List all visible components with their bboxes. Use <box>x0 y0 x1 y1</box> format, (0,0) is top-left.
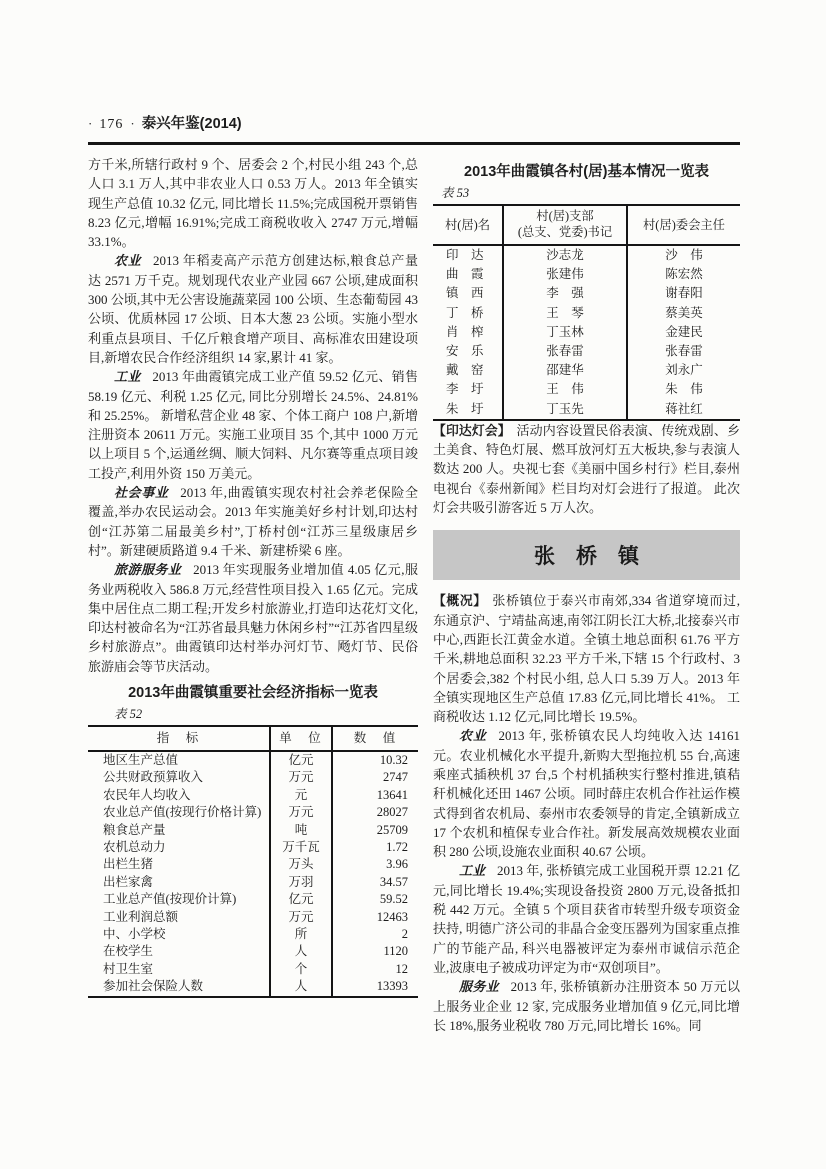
secretary-cell: 王 琴 <box>503 304 627 323</box>
secretary-cell: 张春雷 <box>503 342 627 361</box>
director-cell: 陈宏然 <box>627 265 740 284</box>
indicator-cell: 农业总产值(按现行价格计算) <box>103 805 262 820</box>
paragraph-text: 2013 年, 张桥镇完成工业国税开票 12.21 亿元,同比增长 19.4%;实现设备投资 2800 万元,设备抵扣税 442 万元。全镇 5 个项目获省市转型升级专项资金扶持, 明德广济公司的非晶合金变压器列为国家重点推广的节能产品, 科兴电器被评定为泰州市诚信示范企业,波康电子被成功评定为市“双创项目”。 <box>433 863 740 975</box>
column-header-value: 数 值 <box>332 726 418 751</box>
director-cell: 刘永广 <box>627 361 740 380</box>
paragraph-industry <box>88 367 418 483</box>
secretary-cell: 王 伟 <box>503 380 627 399</box>
village-cell: 曲 霞 <box>446 267 484 282</box>
table-row <box>433 342 740 361</box>
table-row <box>433 284 740 303</box>
village-cell: 朱 圩 <box>446 401 484 416</box>
entry-text: 张桥镇位于泰兴市南郊,334 省道穿境而过,东通京沪、宁靖盐高速,南邻江阴长江大桥,北接泰兴市中心,西距长江黄金水道。全镇土地总面积 61.76 平方千米,耕地总面积 32.23 平方千米,下辖 15 个行政村、3 个居委会,382 个村民小组, 总人口 5.39 万人。2013 年全镇实现地区生产总值 17.83 亿元,同比增长 41%。 工商税收达 1.12 亿元,同比增长 19.5%。 <box>433 593 740 725</box>
table-row <box>88 787 418 804</box>
paragraph-label: 社会事业 <box>114 485 169 501</box>
village-cell: 印 达 <box>446 248 484 262</box>
table-row <box>88 874 418 891</box>
table-row <box>88 891 418 908</box>
table-row <box>88 943 418 960</box>
table-row <box>88 769 418 786</box>
value-cell: 1.72 <box>332 839 418 856</box>
paragraph-label: 农业 <box>459 728 487 744</box>
unit-cell: 万元 <box>270 909 332 926</box>
paragraph-text: 2013 年, 张桥镇农民人均纯收入达 14161 元。农业机械化水平提升,新购大型拖拉机 55 台,高速乘座式插秧机 37 台,5 个村机插秧实行整村推进,镇秸秆机械化还田 1467 公顷。同时薛庄农机合作社运作模式得到省农机局、泰州市农委领导的肯定,全镇新成立 17 个农机和植保专业合作社。新发展高效规模农业面积 280 公顷,设施农业面积 40.67 公顷。 <box>433 728 740 860</box>
director-cell: 谢春阳 <box>627 284 740 303</box>
page-content <box>88 112 740 1035</box>
indicator-cell: 在校学生 <box>103 944 154 959</box>
value-cell: 25709 <box>332 822 418 839</box>
unit-cell: 所 <box>270 926 332 943</box>
value-cell: 13393 <box>332 978 418 996</box>
column-header-village-name: 村(居)名 <box>433 205 503 245</box>
secretary-cell: 邵建华 <box>503 361 627 380</box>
director-cell: 蔡美英 <box>627 304 740 323</box>
value-cell: 12463 <box>332 909 418 926</box>
left-column <box>88 155 418 1035</box>
indicator-cell: 农机总动力 <box>103 840 166 855</box>
header-dot: · <box>130 116 135 131</box>
paragraph-agriculture <box>433 726 740 861</box>
paragraph-industry <box>433 861 740 977</box>
paragraph-text: 2013 年,曲霞镇实现农村社会养老保险全覆盖,举办农民运动会。2013 年实施美好乡村计划,印达村创“江苏第二届最美乡村”,丁桥村创“江苏三星级康居乡村”。新建硬质路道 9.4 千米、新建桥梁 6 座。 <box>88 485 418 558</box>
table-header-row <box>433 205 740 245</box>
value-cell: 34.57 <box>332 874 418 891</box>
value-cell: 1120 <box>332 943 418 960</box>
table52-caption: 表 52 <box>114 707 143 722</box>
entry-label: 【印达灯会】 <box>433 422 511 438</box>
unit-cell: 亿元 <box>270 891 332 908</box>
table-row <box>433 304 740 323</box>
table-row <box>88 978 418 996</box>
table-row <box>433 323 740 342</box>
paragraph-text: 2013 年实现服务业增加值 4.05 亿元,服务业两税收入 586.8 万元,经营性项目投入 1.65 亿元。完成集中居住点二期工程;开发乡村旅游业,打造印达花灯文化,印达村被命名为“江苏省最具魅力休闲乡村”“江苏省四星级乡村旅游点”。曲霞镇印达村举办河灯节、飏灯节、民俗旅游庙会等节庆活动。 <box>88 562 418 674</box>
paragraph-service-industry <box>433 977 740 1035</box>
unit-cell: 亿元 <box>270 751 332 769</box>
secretary-cell: 张建伟 <box>503 265 627 284</box>
village-cell: 肖 榨 <box>446 324 484 339</box>
indicator-cell: 工业总产值(按现价计算) <box>103 892 237 907</box>
table52-title: 2013年曲霞镇重要社会经济指标一览表 <box>128 685 378 702</box>
header-dot: · <box>88 116 93 131</box>
paragraph-overview <box>433 591 740 726</box>
village-leaders-table <box>433 204 740 421</box>
header-line1: 村(居)支部 <box>536 209 594 223</box>
indicator-cell: 工业利润总额 <box>103 909 179 924</box>
column-header-branch-secretary <box>503 205 627 245</box>
table53-title: 2013年曲霞镇各村(居)基本情况一览表 <box>464 164 709 180</box>
unit-cell: 万头 <box>270 856 332 873</box>
table-row <box>88 856 418 873</box>
book-title: 泰兴年鉴(2014) <box>141 116 242 132</box>
right-column <box>433 155 740 1035</box>
value-cell: 28027 <box>332 804 418 821</box>
village-cell: 安 乐 <box>446 344 484 359</box>
indicator-cell: 粮食总产量 <box>103 822 166 837</box>
paragraph-social-affairs <box>88 483 418 560</box>
unit-cell: 吨 <box>270 822 332 839</box>
village-cell: 丁 桥 <box>446 305 484 320</box>
page-header <box>88 112 740 133</box>
table-row <box>433 265 740 284</box>
value-cell: 59.52 <box>332 891 418 908</box>
director-cell: 蒋社红 <box>627 400 740 420</box>
paragraph-yinda-lantern-festival <box>433 421 740 517</box>
unit-cell: 万元 <box>270 804 332 821</box>
table-row <box>88 822 418 839</box>
column-header-unit: 单 位 <box>270 726 332 751</box>
continuation-paragraph: 方千米,所辖行政村 9 个、居委会 2 个,村民小组 243 个,总人口 3.1 万人,其中非农业人口 0.53 万人。2013 年全镇实现生产总值 10.32 亿元, 同比增长 11.5%;完成国税开票销售 8.23 亿元,增幅 16.91%;完成工商税收收入 2747 万元,增幅 33.1%。 <box>88 157 418 250</box>
header-rule <box>88 142 740 145</box>
table-row <box>433 245 740 265</box>
table-row <box>88 839 418 856</box>
paragraph-text: 2013 年曲霞镇完成工业产值 59.52 亿元、销售 58.19 亿元、利税 1.25 亿元, 同比分别增长 24.5%、24.81%和 25.25%。 新增私营企业 48 家、个体工商户 108 户,新增注册资本 20611 万元。实施工业项目 35 个,其中 1000 万元以上项目 5 个,运通丝绸、顺大饲料、凡尔赛等重点项目竣工投产,利用外资 150 万美元。 <box>88 369 418 481</box>
village-cell: 镇 西 <box>446 286 484 301</box>
director-cell: 张春雷 <box>627 342 740 361</box>
indicator-cell: 农民年人均收入 <box>103 787 191 802</box>
section-header-zhangqiao-town <box>433 530 740 580</box>
indicator-cell: 中、小学校 <box>103 927 166 942</box>
table-row <box>88 909 418 926</box>
section-title: 张 桥 镇 <box>534 545 639 569</box>
value-cell: 3.96 <box>332 856 418 873</box>
paragraph-label: 工业 <box>459 863 486 879</box>
header-line2: (总支、党委)书记 <box>517 224 613 239</box>
indicator-cell: 参加社会保险人数 <box>103 979 204 994</box>
entry-text: 活动内容设置民俗表演、传统戏剧、乡土美食、特色灯展、燃耳放河灯五大板块,参与表演人数达 200 人。央视七套《美丽中国乡村行》栏目,泰州电视台《泰州新闻》栏目均对灯会进行了报道。 此次灯会共吸引游客近 5 万人次。 <box>433 422 740 516</box>
table-row <box>433 361 740 380</box>
paragraph-label: 农业 <box>114 253 142 269</box>
unit-cell: 万千瓦 <box>270 839 332 856</box>
table-row <box>88 961 418 978</box>
paragraph-label: 旅游服务业 <box>114 562 182 578</box>
table-row <box>88 926 418 943</box>
paragraph-tourism-service <box>88 560 418 676</box>
director-cell: 金建民 <box>627 323 740 342</box>
table-row <box>88 751 418 769</box>
entry-label: 【概况】 <box>433 593 487 609</box>
table53-caption: 表 53 <box>441 186 470 200</box>
indicator-cell: 公共财政预算收入 <box>103 770 204 785</box>
unit-cell: 人 <box>270 978 332 996</box>
economic-indicators-table <box>88 725 418 998</box>
unit-cell: 万羽 <box>270 874 332 891</box>
value-cell: 2 <box>332 926 418 943</box>
director-cell: 朱 伟 <box>627 380 740 399</box>
indicator-cell: 村卫生室 <box>103 961 154 976</box>
indicator-cell: 出栏家禽 <box>103 874 154 889</box>
unit-cell: 元 <box>270 787 332 804</box>
paragraph-text: 2013 年稻麦高产示范方创建达标,粮食总产量达 2571 万千克。规划现代农业产业园 667 公顷,建成面积 300 公顷,其中无公害设施蔬菜园 100 公顷、生态葡萄园 43 公顷、优质林园 17 公顷、日本大葱 23 公顷。实施小型水利重点县项目、千亿斤粮食增产项目、高标准农田建设项目,新增农民合作经济组织 14 家,累计 41 家。 <box>88 253 418 365</box>
page-number: 176 <box>99 117 124 132</box>
secretary-cell: 李 强 <box>503 284 627 303</box>
paragraph-label: 工业 <box>114 369 141 385</box>
secretary-cell: 丁玉林 <box>503 323 627 342</box>
value-cell: 12 <box>332 961 418 978</box>
village-cell: 李 圩 <box>446 382 484 397</box>
table-header-row <box>88 726 418 751</box>
paragraph-label: 服务业 <box>459 979 499 995</box>
value-cell: 2747 <box>332 769 418 786</box>
indicator-cell: 出栏生猪 <box>103 857 154 872</box>
column-header-indicator: 指 标 <box>88 726 270 751</box>
two-column-layout <box>88 155 740 1035</box>
value-cell: 10.32 <box>332 751 418 769</box>
indicator-cell: 地区生产总值 <box>103 753 179 768</box>
table-row <box>88 804 418 821</box>
table-row <box>433 380 740 399</box>
value-cell: 13641 <box>332 787 418 804</box>
secretary-cell: 沙志龙 <box>503 245 627 265</box>
paragraph-agriculture <box>88 251 418 367</box>
column-header-committee-director: 村(居)委会主任 <box>627 205 740 245</box>
director-cell: 沙 伟 <box>627 245 740 265</box>
unit-cell: 个 <box>270 961 332 978</box>
paragraph-text: 2013 年, 张桥镇新办注册资本 50 万元以上服务业企业 12 家, 完成服务业增加值 9 亿元,同比增长 18%,服务业税收 780 万元,同比增长 16%。同 <box>433 979 740 1033</box>
table-row <box>433 400 740 420</box>
secretary-cell: 丁玉先 <box>503 400 627 420</box>
unit-cell: 人 <box>270 943 332 960</box>
unit-cell: 万元 <box>270 769 332 786</box>
village-cell: 戴 窑 <box>446 363 484 378</box>
